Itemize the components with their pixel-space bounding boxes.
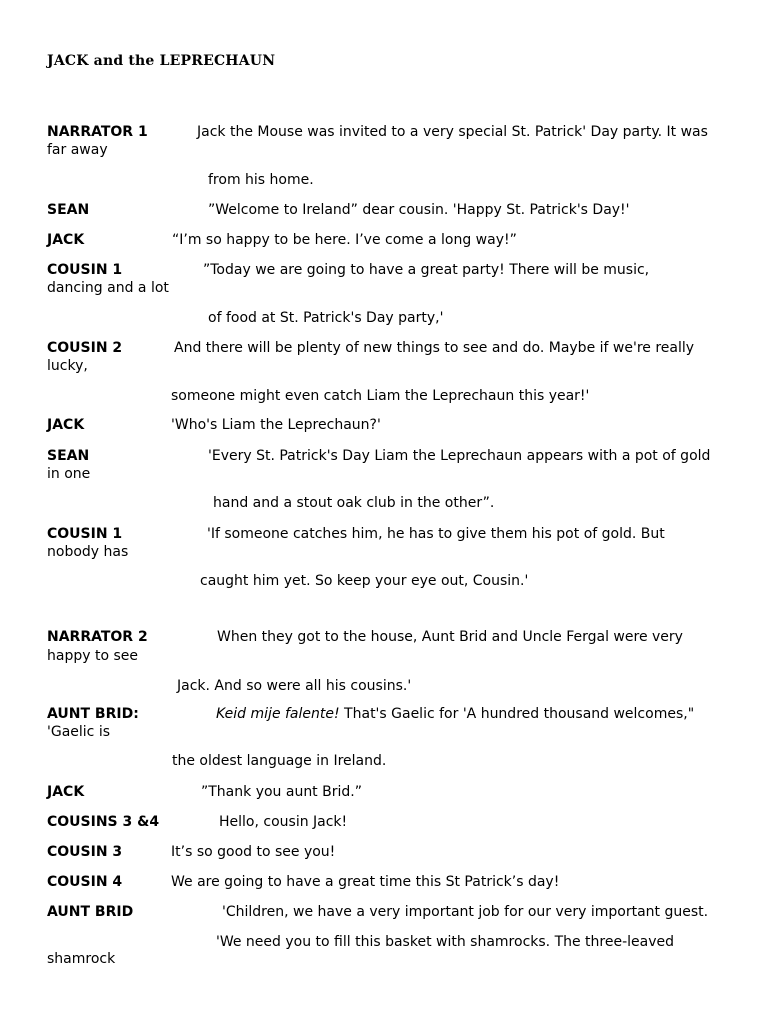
gaelic-phrase: Keid mije falente! [216,706,340,722]
dialogue-line: 'Every St. Patrick's Day Liam the Leprechaun appears with a pot of gold [208,448,711,464]
dialogue-line: We are going to have a great time this St Patrick’s day! [171,874,560,890]
speaker-cousin-3: COUSIN 3 [47,844,123,860]
dialogue-wrap: lucky, [47,358,88,374]
dialogue-wrap: happy to see [47,648,138,664]
dialogue-continuation: of food at St. Patrick's Day party,' [208,310,444,326]
speaker-jack: JACK [47,784,85,800]
dialogue-wrap: in one [47,466,91,482]
dialogue-wrap: dancing and a lot [47,280,169,296]
dialogue-continuation: 'We need you to fill this basket with shamrocks. The three-leaved [216,934,675,950]
dialogue-line: And there will be plenty of new things to see and do. Maybe if we're really [174,340,695,356]
dialogue-line: ”Thank you aunt Brid.” [201,784,362,800]
dialogue-continuation: caught him yet. So keep your eye out, Cousin.' [200,573,529,589]
dialogue-line [216,705,694,723]
dialogue-wrap: nobody has [47,544,129,560]
dialogue-continuation: someone might even catch Liam the Leprechaun this year!' [171,388,590,404]
dialogue-line: 'If someone catches him, he has to give them his pot of gold. But [207,526,665,542]
speaker-sean: SEAN [47,448,90,464]
dialogue-line: “I’m so happy to be here. I’ve come a long way!” [172,232,517,248]
speaker-narrator-2: NARRATOR 2 [47,629,148,645]
speaker-jack: JACK [47,232,85,248]
speaker-cousin-4: COUSIN 4 [47,874,123,890]
dialogue-line: Hello, cousin Jack! [219,814,348,830]
page-title: JACK and the LEPRECHAUN [47,53,276,69]
speaker-jack: JACK [47,417,85,433]
speaker-sean: SEAN [47,202,90,218]
dialogue-line: ”Welcome to Ireland” dear cousin. 'Happy St. Patrick's Day!' [208,202,630,218]
dialogue-continuation: hand and a stout oak club in the other”. [213,495,495,511]
speaker-cousin-1: COUSIN 1 [47,262,123,278]
speaker-cousin-2: COUSIN 2 [47,340,123,356]
speaker-cousins-3-4: COUSINS 3 &4 [47,814,160,830]
dialogue-line-rest: That's Gaelic for 'A hundred thousand welcomes," [339,706,695,722]
dialogue-wrap: shamrock [47,951,116,967]
dialogue-wrap: far away [47,142,108,158]
dialogue-line: It’s so good to see you! [171,844,336,860]
dialogue-line: Jack the Mouse was invited to a very special St. Patrick' Day party. It was [197,124,708,140]
dialogue-wrap: 'Gaelic is [47,724,110,740]
dialogue-line: ”Today we are going to have a great party! There will be music, [203,262,650,278]
dialogue-line: 'Who's Liam the Leprechaun?' [171,417,381,433]
speaker-cousin-1: COUSIN 1 [47,526,123,542]
dialogue-continuation: the oldest language in Ireland. [172,753,387,769]
speaker-aunt-brid: AUNT BRID [47,904,134,920]
dialogue-line: When they got to the house, Aunt Brid and Uncle Fergal were very [217,629,683,645]
speaker-narrator-1: NARRATOR 1 [47,124,148,140]
speaker-aunt-brid: AUNT BRID: [47,706,139,722]
dialogue-continuation: Jack. And so were all his cousins.' [177,678,412,694]
dialogue-line: 'Children, we have a very important job for our very important guest. [222,904,709,920]
dialogue-continuation: from his home. [208,172,314,188]
